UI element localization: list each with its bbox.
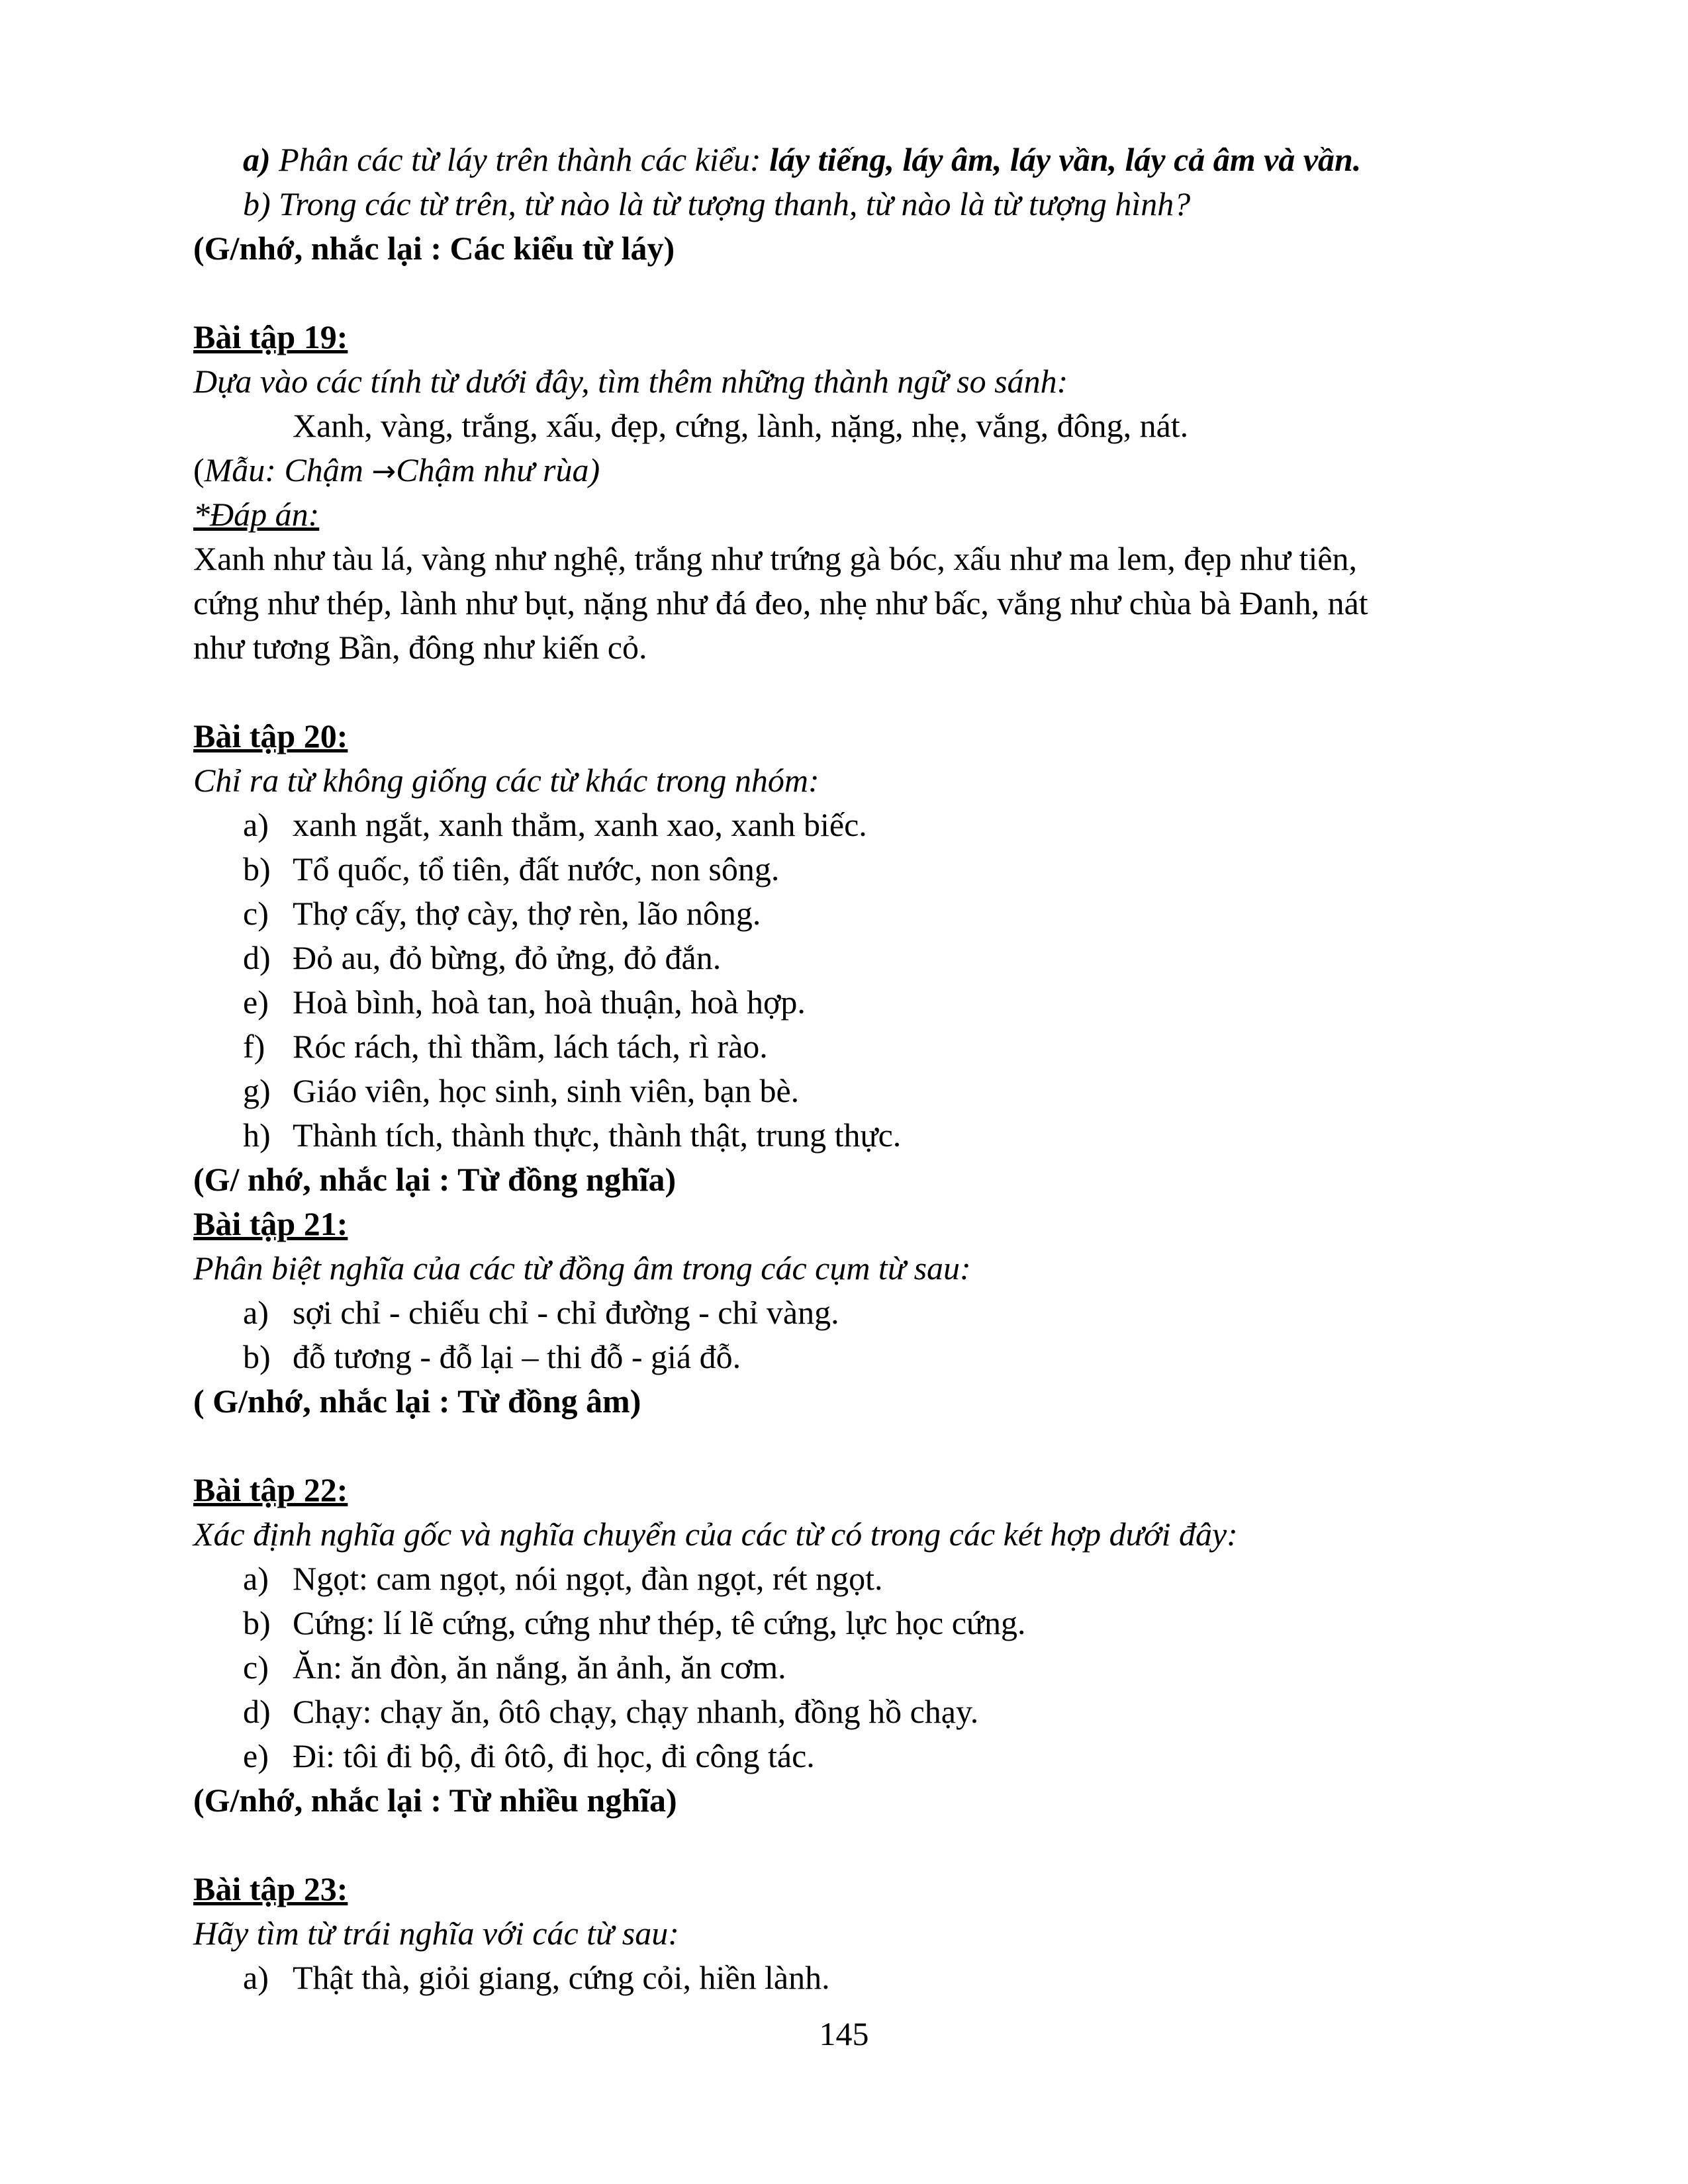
list-marker: b) — [243, 1604, 271, 1641]
intro-a-text: Phân các từ láy trên thành các kiểu: — [270, 141, 770, 178]
list-item — [193, 1690, 1570, 1734]
list-item — [193, 1024, 1570, 1069]
intro-note: (G/nhớ, nhắc lại : Các kiểu từ láy) — [193, 230, 675, 267]
arrow-right-icon: → — [371, 455, 397, 488]
list-text: Ngọt: cam ngọt, nói ngọt, đàn ngọt, rét ngọt. — [293, 1560, 883, 1597]
list-item — [193, 1645, 1570, 1690]
list-text: Tổ quốc, tổ tiên, đất nước, non sông. — [293, 850, 780, 887]
ex19-answer-line: như tương Bần, đông như kiến cỏ. — [193, 629, 647, 666]
list-item — [193, 847, 1570, 891]
list-item — [193, 980, 1570, 1024]
spacer — [193, 670, 1570, 714]
ex22-note: (G/nhớ, nhắc lại : Từ nhiều nghĩa) — [193, 1782, 677, 1819]
intro-item-b: b) Trong các từ trên, từ nào là từ tượng thanh, từ nào là từ tượng hình? — [243, 185, 1191, 222]
list-item — [193, 936, 1570, 980]
list-text: Đi: tôi đi bộ, đi ôtô, đi học, đi công tác. — [293, 1737, 815, 1774]
list-marker: b) — [243, 1338, 271, 1375]
list-text: Hoà bình, hoà tan, hoà thuận, hoà hợp. — [293, 983, 806, 1021]
list-item — [193, 1069, 1570, 1113]
list-text: Róc rách, thì thầm, lách tách, rì rào. — [293, 1028, 768, 1065]
spacer — [193, 271, 1570, 315]
list-text: xanh ngắt, xanh thẳm, xanh xao, xanh biếc. — [293, 806, 867, 843]
intro-a-bold: láy tiếng, láy âm, láy vần, láy cả âm và vần. — [769, 141, 1362, 178]
ex19-answer-label: *Đáp án: — [193, 496, 320, 533]
list-marker: b) — [243, 850, 271, 887]
list-marker: a) — [243, 806, 269, 843]
intro-item-a — [193, 138, 1570, 182]
list-item — [193, 1956, 1570, 2000]
spacer — [193, 1424, 1570, 1468]
list-item — [193, 1734, 1570, 1778]
list-marker: a) — [243, 1959, 269, 1996]
list-marker: h) — [243, 1116, 271, 1154]
intro-a-marker: a) — [243, 141, 271, 178]
ex19-answer-line: cứng như thép, lành như bụt, nặng như đá đeo, nhẹ như bấc, vắng như chùa bà Đanh, nát — [193, 584, 1368, 621]
document-page — [193, 138, 1570, 2000]
list-item — [193, 891, 1570, 936]
list-marker: a) — [243, 1294, 269, 1331]
list-text: sợi chỉ - chiếu chỉ - chỉ đường - chỉ vàng. — [293, 1294, 839, 1331]
list-text: Chạy: chạy ăn, ôtô chạy, chạy nhanh, đồng hồ chạy. — [293, 1693, 979, 1730]
ex22-prompt: Xác định nghĩa gốc và nghĩa chuyển của các từ có trong các két hợp dưới đây: — [193, 1516, 1238, 1553]
ex19-sample-label: Mẫu: Chậm — [204, 451, 372, 488]
ex20-prompt: Chỉ ra từ không giống các từ khác trong nhóm: — [193, 762, 820, 799]
list-marker: e) — [243, 983, 269, 1021]
ex21-note: ( G/nhớ, nhắc lại : Từ đồng âm) — [193, 1383, 641, 1420]
ex19-answer-line: Xanh như tàu lá, vàng như nghệ, trắng như trứng gà bóc, xấu như ma lem, đẹp như tiên, — [193, 540, 1358, 577]
list-text: Đỏ au, đỏ bừng, đỏ ửng, đỏ đắn. — [293, 939, 722, 976]
ex19-prompt: Dựa vào các tính từ dưới đây, tìm thêm những thành ngữ so sánh: — [193, 363, 1068, 400]
spacer — [193, 1823, 1570, 1867]
ex19-sample-rest: Chậm như rùa) — [396, 451, 600, 488]
list-marker: e) — [243, 1737, 269, 1774]
ex21-prompt: Phân biệt nghĩa của các từ đồng âm trong các cụm từ sau: — [193, 1250, 971, 1287]
list-marker: f) — [243, 1028, 265, 1065]
list-text: Giáo viên, học sinh, sinh viên, bạn bè. — [293, 1072, 800, 1109]
ex19-heading: Bài tập 19: — [193, 318, 348, 355]
list-marker: d) — [243, 1693, 271, 1730]
list-text: Thật thà, giỏi giang, cứng cỏi, hiền lành. — [293, 1959, 830, 1996]
list-text: đỗ tương - đỗ lại – thi đỗ - giá đỗ. — [293, 1338, 741, 1375]
ex19-sample-open: ( — [193, 451, 205, 488]
list-item — [193, 1557, 1570, 1601]
list-text: Thợ cấy, thợ cày, thợ rèn, lão nông. — [293, 895, 761, 932]
list-item — [193, 803, 1570, 847]
list-item — [193, 1335, 1570, 1379]
list-marker: g) — [243, 1072, 271, 1109]
list-marker: a) — [243, 1560, 269, 1597]
list-marker: c) — [243, 895, 269, 932]
list-item — [193, 1113, 1570, 1158]
ex22-heading: Bài tập 22: — [193, 1471, 348, 1508]
ex20-note: (G/ nhớ, nhắc lại : Từ đồng nghĩa) — [193, 1161, 677, 1198]
list-item — [193, 1291, 1570, 1335]
ex23-prompt: Hãy tìm từ trái nghĩa với các từ sau: — [193, 1915, 679, 1952]
ex19-words: Xanh, vàng, trắng, xấu, đẹp, cứng, lành, nặng, nhẹ, vắng, đông, nát. — [293, 407, 1189, 444]
ex23-heading: Bài tập 23: — [193, 1870, 348, 1907]
ex20-heading: Bài tập 20: — [193, 717, 348, 754]
list-marker: c) — [243, 1649, 269, 1686]
list-item — [193, 1601, 1570, 1645]
list-text: Cứng: lí lẽ cứng, cứng như thép, tê cứng, lực học cứng. — [293, 1604, 1026, 1641]
page-number: 145 — [819, 2015, 869, 2052]
ex21-heading: Bài tập 21: — [193, 1205, 348, 1242]
list-text: Ăn: ăn đòn, ăn nắng, ăn ảnh, ăn cơm. — [293, 1649, 786, 1686]
ex19-sample — [193, 448, 1570, 492]
list-text: Thành tích, thành thực, thành thật, trung thực. — [293, 1116, 902, 1154]
list-marker: d) — [243, 939, 271, 976]
